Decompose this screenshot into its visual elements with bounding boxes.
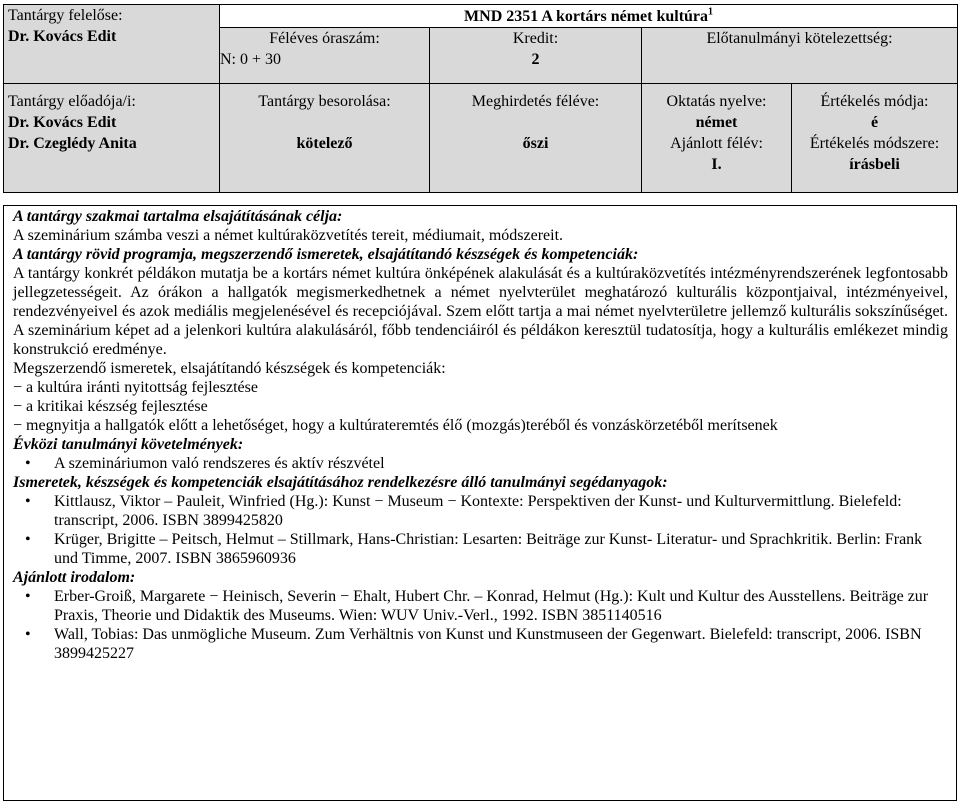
competence-item: − a kultúra iránti nyitottság fejlesztése: [13, 379, 258, 396]
recommended-label: Ajánlott félév:: [670, 134, 763, 152]
requirements-heading: Évközi tanulmányi követelmények:: [13, 436, 244, 453]
list-item: [13, 454, 948, 473]
literature-list: [13, 587, 948, 663]
list-item: [13, 625, 948, 663]
requirement-text: A szemináriumon való rendszeres és aktív részvétel: [54, 455, 385, 472]
literature-text: Erber-Groiß, Margarete − Heinisch, Severin − Ehalt, Hubert Chr. – Konrad, Helmut (Hg.): Kult und Kultur des Ausstellens. Beiträge zur Praxis, Theorie und Didaktik des Museums. Wien: WUV Univ.-Verl., 1992. ISBN 3851140516: [54, 588, 929, 624]
eval-method-value: írásbeli: [849, 155, 900, 173]
lecturer-label: Tantárgy előadója/i:: [8, 92, 136, 110]
responsible-cell: [4, 5, 220, 84]
responsible-name: Dr. Kovács Edit: [8, 28, 117, 45]
language-cell: [642, 83, 792, 192]
hours-value: N: 0 + 30: [220, 51, 282, 68]
hours-value-cell: [220, 49, 430, 83]
credit-value: 2: [430, 49, 642, 83]
language-label: Oktatás nyelve:: [666, 92, 767, 110]
credit-label: Kredit:: [430, 28, 642, 50]
classification-cell: [220, 83, 430, 192]
competences-intro: Megszerzendő ismeretek, elsajátítandó készségek és kompetenciák:: [13, 360, 446, 377]
prereq-label: Előtanulmányi kötelezettség:: [642, 28, 958, 84]
literature-heading: Ajánlott irodalom:: [13, 569, 136, 586]
eval-mode-label: Értékelés módja:: [820, 92, 929, 110]
requirements-list: [13, 454, 948, 473]
course-title-cell: [220, 5, 958, 28]
eval-mode-value: é: [870, 113, 879, 131]
semester-label: Meghirdetés féléve:: [471, 92, 600, 110]
list-item: [13, 492, 948, 530]
recommended-value: I.: [711, 155, 722, 173]
hours-label: Féléves óraszám:: [220, 28, 430, 50]
material-text: Kittlausz, Viktor – Pauleit, Winfried (Hg.): Kunst − Museum − Kontexte: Perspektiven der Kunst- und Kulturvermittlung. Bielefeld: transcript, 2006. ISBN 3899425820: [54, 493, 902, 529]
bullet-icon: •: [25, 588, 31, 605]
materials-heading: Ismeretek, készségek és kompetenciák elsajátításához rendelkezésre álló tanulmányi segédanyagok:: [13, 474, 668, 491]
list-item: [13, 530, 948, 568]
semester-value: őszi: [522, 134, 549, 152]
aim-text: A szeminárium számba veszi a német kultúraközvetítés tereit, médiumait, módszereit.: [13, 227, 564, 244]
responsible-label: Tantárgy felelőse:: [8, 7, 123, 24]
course-header-table: [3, 4, 958, 193]
program-text: A tantárgy konkrét példákon mutatja be a kortárs német kultúra önképének alakulását és a kultúraközvetítés intézményrendszerének legfontosabb jellegzetességeit. Az órákon a hallgatók megismerkedhetnek a német nyelvterület meghatározó kulturális központjaival, intézményeivel, rendezvényeivel és azok mediális megjelenésével és recepciójával. Szem előtt tartja a mai német nyelvterületre jellemző kulturális sokszínűséget. A szeminárium képet ad a jelenkori kultúra alakulásáról, főbb tendenciáiról és példákon keresztül tudatosítja, hogy a kulturális emlékezet mindig konstrukció eredménye.: [13, 265, 948, 358]
bullet-icon: •: [25, 626, 31, 643]
material-text: Krüger, Brigitte – Peitsch, Helmut – Stillmark, Hans-Christian: Lesarten: Beiträge zur Kunst- Literatur- und Sprachkritik. Berlin: Frank und Timme, 2007. ISBN 3865960936: [54, 531, 923, 567]
classification-value: kötelező: [296, 134, 353, 152]
lecturer-2: Dr. Czeglédy Anita: [8, 134, 137, 152]
bullet-icon: •: [25, 493, 31, 510]
literature-text: Wall, Tobias: Das unmögliche Museum. Zum Verhältnis von Kunst und Kunstmuseen der Gegenwart. Bielefeld: transcript, 2006. ISBN 3899425227: [54, 626, 922, 662]
list-item: [13, 587, 948, 625]
footnote-mark: 1: [708, 6, 714, 18]
lecturer-cell: [4, 83, 220, 192]
classification-label: Tantárgy besorolása:: [258, 92, 391, 110]
evaluation-cell: [792, 83, 958, 192]
language-value: német: [695, 113, 738, 131]
bullet-icon: •: [25, 455, 31, 472]
materials-list: [13, 492, 948, 568]
competence-item: − megnyitja a hallgatók előtt a lehetőséget, hogy a kultúrateremtés élő (mozgás)teréből és vonzáskörzetéből merítsenek: [13, 417, 778, 434]
aim-heading: A tantárgy szakmai tartalma elsajátításának célja:: [13, 208, 343, 225]
program-heading: A tantárgy rövid programja, megszerzendő ismeretek, elsajátítandó készségek és kompetenciák:: [13, 246, 639, 263]
course-content: [3, 205, 957, 801]
competence-item: − a kritikai készség fejlesztése: [13, 398, 208, 415]
course-title: MND 2351 A kortárs német kultúra: [464, 8, 709, 25]
bullet-icon: •: [25, 531, 31, 548]
lecturer-1: Dr. Kovács Edit: [8, 113, 117, 131]
semester-cell: [430, 83, 642, 192]
eval-method-label: Értékelés módszere:: [809, 134, 940, 152]
